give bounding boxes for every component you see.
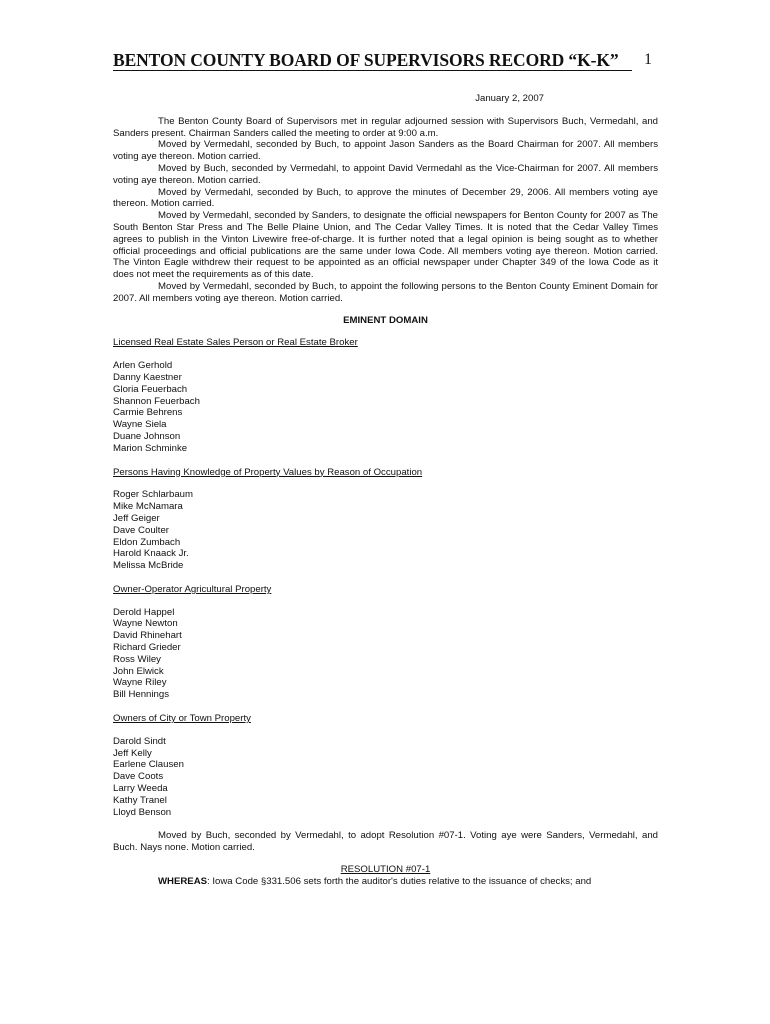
list-item: Duane Johnson xyxy=(113,430,181,442)
list-item: Earlene Clausen xyxy=(113,759,184,771)
list-item: Wayne Newton xyxy=(113,618,178,630)
whereas-text: : Iowa Code §331.506 sets forth the auditor's duties relative to the issuance of checks; and xyxy=(207,875,592,887)
list-item: Lloyd Benson xyxy=(113,806,172,818)
paragraph: Moved by Vermedahl, seconded by Buch, to approve the minutes of December 29, 2006. All members voting aye thereon. Motion carried. xyxy=(113,186,658,210)
section-title: EMINENT DOMAIN xyxy=(343,314,428,326)
list-item: Harold Knaack Jr. xyxy=(113,548,189,560)
list-item: Wayne Siela xyxy=(113,419,167,431)
list-item: Gloria Feuerbach xyxy=(113,383,188,395)
group-heading: Licensed Real Estate Sales Person or Real Estate Broker xyxy=(113,337,358,349)
whereas-label: WHEREAS xyxy=(158,875,208,887)
meeting-date: January 2, 2007 xyxy=(475,93,544,104)
title-underline xyxy=(113,70,632,71)
list-item: Jeff Geiger xyxy=(113,512,160,524)
document-body xyxy=(113,93,658,888)
paragraph: Moved by Vermedahl, seconded by Buch, to appoint the following persons to the Benton County Eminent Domain for 2007. All members voting aye thereon. Motion carried. xyxy=(113,280,658,304)
page-header xyxy=(113,50,658,72)
list-item: Darold Sindt xyxy=(113,735,166,747)
list-item: Derold Happel xyxy=(113,606,175,618)
list-item: Carmie Behrens xyxy=(113,407,183,419)
list-item: Larry Weeda xyxy=(113,783,168,795)
list-item: Shannon Feuerbach xyxy=(113,395,200,407)
list-item: John Elwick xyxy=(113,665,164,677)
list-item: Bill Hennings xyxy=(113,689,169,701)
list-item: Arlen Gerhold xyxy=(113,360,173,372)
list-item: Jeff Kelly xyxy=(113,747,152,759)
list-item: Wayne Riley xyxy=(113,677,167,689)
name-list xyxy=(113,607,658,701)
name-list xyxy=(113,360,658,454)
list-item: Dave Coots xyxy=(113,771,164,783)
paragraph: Moved by Vermedahl, seconded by Buch, to appoint Jason Sanders as the Board Chairman for 2007. All members voting aye thereon. Motion carried. xyxy=(113,139,658,163)
list-item: Roger Schlarbaum xyxy=(113,489,193,501)
name-list xyxy=(113,736,658,819)
paragraph: Moved by Buch, seconded by Vermedahl, to appoint David Vermedahl as the Vice-Chairman for 2007. All members voting aye thereon. Motion carried. xyxy=(113,162,658,186)
paragraph: Moved by Buch, seconded by Vermedahl, to adopt Resolution #07-1. Voting aye were Sanders, Vermedahl, and Buch. Nays none. Motion carried. xyxy=(113,830,658,854)
document-title: BENTON COUNTY BOARD OF SUPERVISORS RECORD “K-K” xyxy=(113,50,619,70)
paragraph: The Benton County Board of Supervisors met in regular adjourned session with Supervisors Buch, Vermedahl, and Sanders present. Chairman Sanders called the meeting to order at 9:00 a.m. xyxy=(113,115,658,139)
list-item: Kathy Tranel xyxy=(113,794,167,806)
name-list xyxy=(113,489,658,572)
list-item: Ross Wiley xyxy=(113,653,161,665)
resolution-title: RESOLUTION #07-1 xyxy=(340,864,431,876)
page-number: 1 xyxy=(644,51,652,68)
list-item: Mike McNamara xyxy=(113,501,183,513)
list-item: Eldon Zumbach xyxy=(113,536,181,548)
group-heading: Persons Having Knowledge of Property Values by Reason of Occupation xyxy=(113,466,423,478)
list-item: Richard Grieder xyxy=(113,642,181,654)
group-heading: Owners of City or Town Property xyxy=(113,713,251,725)
list-item: Danny Kaestner xyxy=(113,371,182,383)
list-item: Melissa McBride xyxy=(113,560,184,572)
paragraph: Moved by Vermedahl, seconded by Sanders, to designate the official newspapers for Benton County for 2007 as The South Benton Star Press and The Belle Plaine Union, and The Cedar Valley Times. It is noted that the Cedar Valley Times agrees to publish in the Vinton Livewire free-of-charge. It is further noted that a legal opinion is being sought as to whether official proceedings and official publications are the same under Iowa Code. All members voting aye thereon. Motion carried. The Vinton Eagle withdrew their request to be appointed as an official newspaper under Chapter 349 of the Iowa Code as it does not meet the requirements as of this date. xyxy=(113,210,658,281)
list-item: Marion Schminke xyxy=(113,442,188,454)
group-heading: Owner-Operator Agricultural Property xyxy=(113,583,272,595)
list-item: Dave Coulter xyxy=(113,524,169,536)
whereas-clause xyxy=(158,876,658,888)
list-item: David Rhinehart xyxy=(113,630,182,642)
